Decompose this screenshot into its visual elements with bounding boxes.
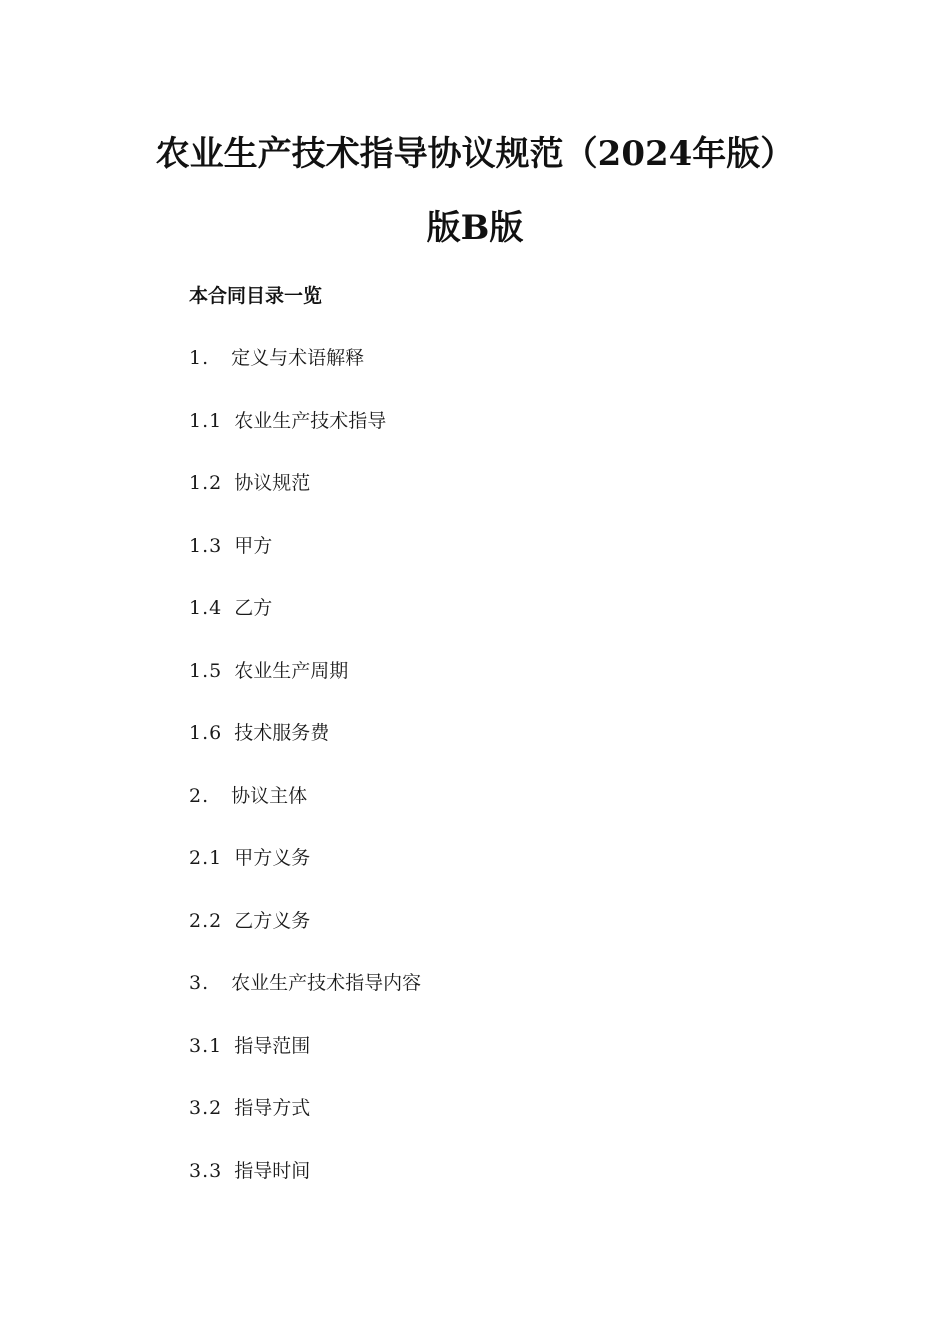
toc-item-label: 协议规范 — [234, 472, 311, 494]
toc-item-label: 指导方式 — [234, 1097, 311, 1119]
toc-item — [189, 844, 421, 907]
toc-item-label: 甲方 — [234, 534, 273, 557]
toc-item-number: 1.2 — [189, 472, 223, 494]
toc-item — [189, 532, 421, 595]
toc-item — [189, 719, 421, 782]
toc-item — [189, 469, 421, 532]
toc-item-number: 2.1 — [189, 847, 223, 869]
toc-item-label: 乙方义务 — [234, 909, 311, 932]
toc-item — [189, 657, 421, 720]
toc-item-number: 1. — [189, 347, 210, 369]
toc-item — [189, 344, 421, 407]
toc-item-number: 3.3 — [189, 1159, 223, 1182]
table-of-contents — [189, 344, 421, 1219]
toc-item — [189, 407, 421, 470]
toc-item — [189, 782, 421, 845]
toc-item-label: 定义与术语解释 — [231, 347, 365, 369]
toc-item-label: 技术服务费 — [234, 722, 330, 744]
toc-item — [189, 969, 421, 1032]
toc-item-number: 1.6 — [189, 722, 223, 744]
toc-item-label: 农业生产技术指导 — [234, 409, 387, 432]
toc-heading: 本合同目录一览 — [189, 285, 323, 307]
toc-item-label: 指导范围 — [234, 1034, 311, 1057]
toc-item — [189, 1032, 421, 1095]
document-title: 农业生产技术指导协议规范（2024年版） — [155, 134, 795, 174]
document-subtitle: 版B版 — [426, 208, 524, 248]
toc-item-number: 2. — [189, 784, 210, 807]
toc-item-number: 3.1 — [189, 1034, 223, 1057]
toc-item-number: 3. — [189, 972, 210, 994]
toc-item-number: 3.2 — [189, 1097, 223, 1119]
toc-item-label: 农业生产技术指导内容 — [231, 972, 422, 994]
toc-item-label: 协议主体 — [231, 784, 308, 807]
toc-item-label: 农业生产周期 — [234, 659, 349, 682]
toc-item — [189, 907, 421, 970]
toc-item — [189, 594, 421, 657]
toc-item-label: 甲方义务 — [234, 847, 311, 869]
toc-item-label: 指导时间 — [234, 1159, 311, 1182]
toc-item — [189, 1094, 421, 1157]
toc-item-label: 乙方 — [234, 597, 273, 619]
toc-item-number: 1.1 — [189, 409, 223, 432]
toc-item-number: 1.5 — [189, 659, 223, 682]
toc-item-number: 1.4 — [189, 597, 223, 619]
toc-item-number: 2.2 — [189, 909, 223, 932]
toc-item-number: 1.3 — [189, 534, 223, 557]
toc-item — [189, 1157, 421, 1220]
